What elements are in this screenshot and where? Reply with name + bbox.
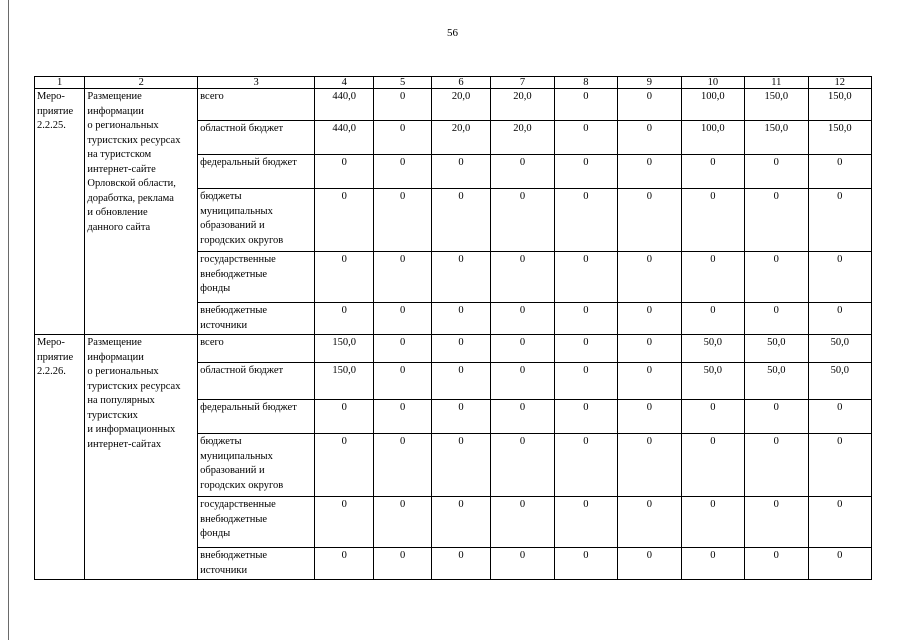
amount-cell: 0 — [554, 155, 617, 189]
amount-cell: 50,0 — [681, 363, 744, 400]
amount-cell: 0 — [554, 252, 617, 303]
amount-cell: 0 — [554, 497, 617, 548]
amount-cell: 0 — [618, 497, 681, 548]
amount-cell: 0 — [554, 121, 617, 155]
column-header: 8 — [554, 77, 617, 89]
funding-source: всего — [198, 89, 315, 121]
amount-cell: 0 — [808, 155, 872, 189]
amount-cell: 0 — [431, 497, 490, 548]
amount-cell: 0 — [808, 400, 872, 434]
amount-cell: 0 — [491, 363, 554, 400]
amount-cell: 0 — [554, 548, 617, 580]
amount-cell: 0 — [491, 189, 554, 252]
amount-cell: 0 — [745, 548, 808, 580]
amount-cell: 0 — [374, 363, 431, 400]
amount-cell: 0 — [314, 303, 373, 335]
funding-source: внебюджетные источники — [198, 548, 315, 580]
amount-cell: 0 — [554, 363, 617, 400]
amount-cell: 0 — [491, 548, 554, 580]
column-header: 10 — [681, 77, 744, 89]
amount-cell: 150,0 — [745, 89, 808, 121]
amount-cell: 0 — [554, 434, 617, 497]
amount-cell: 0 — [681, 252, 744, 303]
amount-cell: 0 — [745, 434, 808, 497]
funding-source: государственные внебюджетные фонды — [198, 497, 315, 548]
amount-cell: 0 — [314, 155, 373, 189]
amount-cell: 0 — [314, 548, 373, 580]
amount-cell: 0 — [681, 189, 744, 252]
amount-cell: 0 — [431, 155, 490, 189]
amount-cell: 0 — [374, 400, 431, 434]
amount-cell: 0 — [681, 434, 744, 497]
amount-cell: 0 — [618, 335, 681, 363]
table-row — [35, 89, 872, 121]
amount-cell: 0 — [491, 434, 554, 497]
amount-cell: 0 — [314, 434, 373, 497]
column-header: 7 — [491, 77, 554, 89]
amount-cell: 0 — [681, 155, 744, 189]
amount-cell: 0 — [374, 303, 431, 335]
amount-cell: 20,0 — [491, 121, 554, 155]
amount-cell: 0 — [374, 252, 431, 303]
amount-cell: 0 — [745, 497, 808, 548]
page-edge-line — [8, 0, 9, 640]
amount-cell: 0 — [681, 548, 744, 580]
amount-cell: 0 — [554, 303, 617, 335]
amount-cell: 0 — [431, 189, 490, 252]
column-header: 5 — [374, 77, 431, 89]
amount-cell: 0 — [681, 303, 744, 335]
amount-cell: 0 — [374, 89, 431, 121]
amount-cell: 0 — [808, 548, 872, 580]
column-header: 9 — [618, 77, 681, 89]
measure-code: Меро- приятие 2.2.25. — [35, 89, 85, 335]
amount-cell: 0 — [491, 400, 554, 434]
funding-source: областной бюджет — [198, 363, 315, 400]
amount-cell: 50,0 — [745, 363, 808, 400]
amount-cell: 150,0 — [745, 121, 808, 155]
table-row — [35, 335, 872, 363]
funding-source: бюджеты муниципальных образований и городских округов — [198, 189, 315, 252]
column-header: 3 — [198, 77, 315, 89]
funding-table — [34, 76, 872, 580]
amount-cell: 0 — [431, 252, 490, 303]
amount-cell: 0 — [618, 363, 681, 400]
amount-cell: 100,0 — [681, 121, 744, 155]
amount-cell: 0 — [808, 497, 872, 548]
amount-cell: 0 — [374, 121, 431, 155]
funding-source: федеральный бюджет — [198, 400, 315, 434]
column-header: 12 — [808, 77, 872, 89]
amount-cell: 0 — [681, 497, 744, 548]
funding-source: федеральный бюджет — [198, 155, 315, 189]
amount-cell: 0 — [745, 400, 808, 434]
amount-cell: 0 — [431, 363, 490, 400]
amount-cell: 0 — [745, 252, 808, 303]
column-number-row — [35, 77, 872, 89]
amount-cell: 0 — [491, 303, 554, 335]
amount-cell: 440,0 — [314, 89, 373, 121]
page-number: 56 — [447, 27, 458, 39]
amount-cell: 0 — [618, 400, 681, 434]
amount-cell: 0 — [618, 155, 681, 189]
column-header: 4 — [314, 77, 373, 89]
column-header: 11 — [745, 77, 808, 89]
amount-cell: 0 — [808, 303, 872, 335]
funding-source: всего — [198, 335, 315, 363]
amount-cell: 0 — [618, 434, 681, 497]
amount-cell: 0 — [681, 400, 744, 434]
measure-description: Размещение информации о региональных туристских ресурсах на популярных туристских и информационных интернет-сайтах — [85, 335, 198, 580]
amount-cell: 20,0 — [431, 89, 490, 121]
amount-cell: 0 — [374, 155, 431, 189]
amount-cell: 440,0 — [314, 121, 373, 155]
amount-cell: 0 — [314, 252, 373, 303]
amount-cell: 0 — [745, 189, 808, 252]
amount-cell: 0 — [491, 155, 554, 189]
amount-cell: 100,0 — [681, 89, 744, 121]
amount-cell: 20,0 — [431, 121, 490, 155]
amount-cell: 0 — [808, 189, 872, 252]
amount-cell: 0 — [618, 189, 681, 252]
amount-cell: 0 — [431, 400, 490, 434]
amount-cell: 0 — [554, 189, 617, 252]
amount-cell: 0 — [618, 89, 681, 121]
amount-cell: 50,0 — [808, 363, 872, 400]
amount-cell: 0 — [431, 434, 490, 497]
amount-cell: 50,0 — [808, 335, 872, 363]
amount-cell: 0 — [554, 400, 617, 434]
amount-cell: 0 — [374, 335, 431, 363]
amount-cell: 0 — [808, 434, 872, 497]
funding-source: государственные внебюджетные фонды — [198, 252, 315, 303]
column-header: 6 — [431, 77, 490, 89]
amount-cell: 20,0 — [491, 89, 554, 121]
measure-description: Размещение информации о региональных туристских ресурсах на туристском интернет-сайте Орловской области, доработка, реклама и обновление данного сайта — [85, 89, 198, 335]
amount-cell: 0 — [374, 434, 431, 497]
amount-cell: 0 — [314, 400, 373, 434]
amount-cell: 0 — [314, 497, 373, 548]
amount-cell: 150,0 — [314, 363, 373, 400]
amount-cell: 150,0 — [808, 89, 872, 121]
amount-cell: 0 — [374, 548, 431, 580]
amount-cell: 0 — [618, 548, 681, 580]
amount-cell: 0 — [431, 303, 490, 335]
amount-cell: 0 — [808, 252, 872, 303]
amount-cell: 150,0 — [314, 335, 373, 363]
amount-cell: 0 — [374, 189, 431, 252]
amount-cell: 150,0 — [808, 121, 872, 155]
amount-cell: 0 — [618, 252, 681, 303]
funding-source: внебюджетные источники — [198, 303, 315, 335]
amount-cell: 0 — [554, 89, 617, 121]
column-header: 1 — [35, 77, 85, 89]
amount-cell: 0 — [431, 548, 490, 580]
amount-cell: 50,0 — [681, 335, 744, 363]
amount-cell: 0 — [618, 121, 681, 155]
amount-cell: 0 — [491, 497, 554, 548]
measure-code: Меро- приятие 2.2.26. — [35, 335, 85, 580]
amount-cell: 0 — [745, 303, 808, 335]
column-header: 2 — [85, 77, 198, 89]
amount-cell: 0 — [491, 252, 554, 303]
amount-cell: 0 — [314, 189, 373, 252]
amount-cell: 50,0 — [745, 335, 808, 363]
funding-source: областной бюджет — [198, 121, 315, 155]
amount-cell: 0 — [431, 335, 490, 363]
amount-cell: 0 — [745, 155, 808, 189]
amount-cell: 0 — [374, 497, 431, 548]
amount-cell: 0 — [618, 303, 681, 335]
amount-cell: 0 — [554, 335, 617, 363]
amount-cell: 0 — [491, 335, 554, 363]
funding-source: бюджеты муниципальных образований и городских округов — [198, 434, 315, 497]
